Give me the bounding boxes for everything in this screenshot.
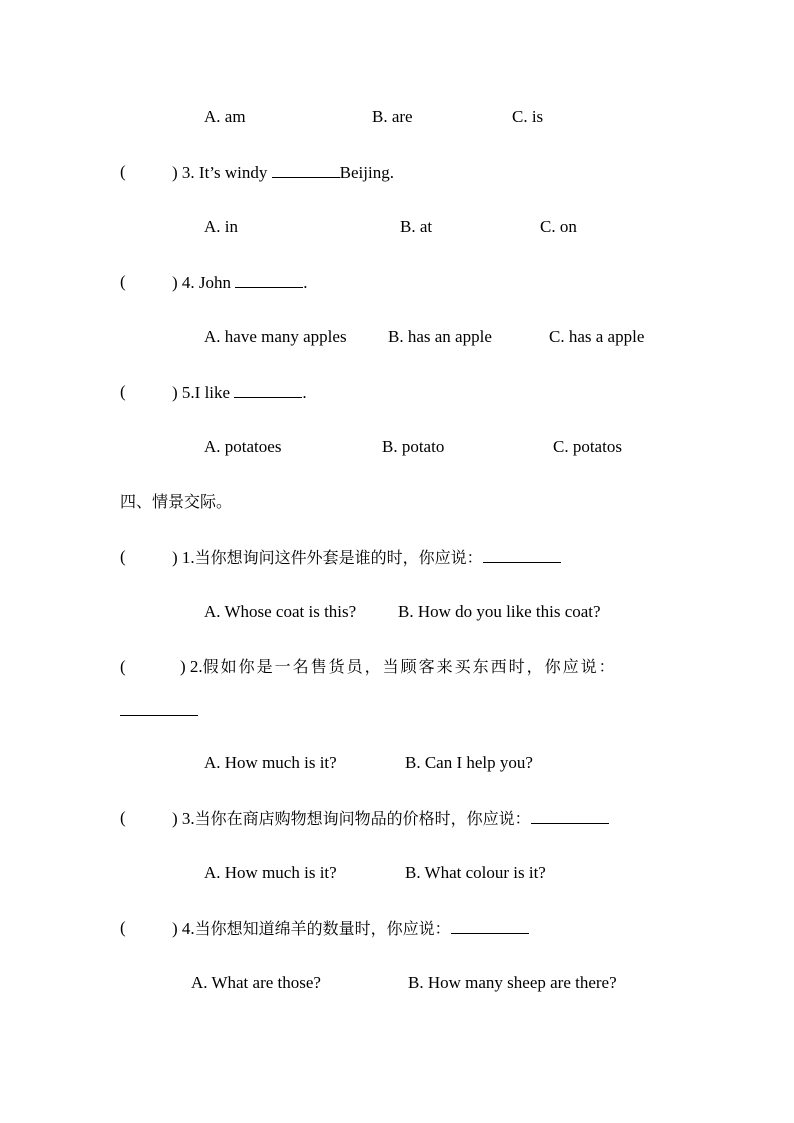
q5-paren-open: (	[120, 382, 126, 401]
s4q3-paren-close: )	[172, 809, 178, 828]
s4q2-answer-blank[interactable]	[120, 700, 198, 716]
q3-text-after: Beijing.	[339, 163, 394, 182]
q2-option-a: A. am	[204, 107, 246, 126]
q4-option-a: A. have many apples	[204, 327, 347, 346]
q5-number: 5.	[181, 383, 195, 402]
q3-option-b: B. at	[400, 217, 433, 236]
s4q1-prompt: 当你想询问这件外套是谁的时，你应说：	[194, 548, 483, 567]
s4q3-paren-open: (	[120, 808, 126, 827]
q4-text-after: .	[303, 273, 308, 292]
q3-question	[172, 162, 394, 183]
s4q4-prompt: 当你想知道绵羊的数量时，你应说：	[194, 919, 451, 938]
s4q4-number: 4.	[181, 919, 195, 938]
s4q1-number: 1.	[181, 548, 195, 567]
s4q4-question	[172, 918, 529, 939]
s4q3-answer-blank[interactable]	[531, 808, 609, 824]
s4q3-number: 3.	[181, 809, 195, 828]
section-4-title: 四、情景交际。	[120, 492, 233, 511]
q5-text-after: .	[302, 383, 307, 402]
s4q4-option-b: B. How many sheep are there?	[408, 973, 617, 992]
q5-option-a: A. potatoes	[204, 437, 282, 456]
q4-number: 4.	[181, 273, 195, 292]
s4q2-option-a: A. How much is it?	[204, 753, 337, 772]
s4q1-question	[172, 547, 561, 568]
s4q2-prompt: 假如你是一名售货员，当顾客来买东西时，你应说：	[202, 657, 617, 676]
q3-paren-close: )	[172, 163, 178, 182]
q5-text-before: I like	[194, 383, 235, 402]
s4q4-paren-open: (	[120, 918, 126, 937]
q5-paren-close: )	[172, 383, 178, 402]
s4q3-prompt: 当你在商店购物想询问物品的价格时，你应说：	[194, 809, 531, 828]
s4q4-paren-close: )	[172, 919, 178, 938]
q4-paren-open: (	[120, 272, 126, 291]
s4q2-option-b: B. Can I help you?	[405, 753, 533, 772]
s4q1-paren-close: )	[172, 548, 178, 567]
q4-question	[172, 272, 308, 293]
q2-option-b: B. are	[372, 107, 413, 126]
q5-option-b: B. potato	[382, 437, 445, 456]
s4q2-answer-line	[120, 700, 198, 721]
s4q1-option-b: B. How do you like this coat?	[398, 602, 601, 621]
s4q2-number: 2.	[189, 657, 203, 676]
s4q1-paren-open: (	[120, 547, 126, 566]
s4q4-answer-blank[interactable]	[451, 918, 529, 934]
s4q2-paren-close: )	[180, 657, 186, 676]
s4q1-option-a: A. Whose coat is this?	[204, 602, 357, 621]
q3-answer-blank[interactable]	[272, 162, 340, 178]
s4q4-option-a: A. What are those?	[191, 973, 321, 992]
q3-option-c: C. on	[540, 217, 577, 236]
q2-option-c: C. is	[512, 107, 544, 126]
q4-paren-close: )	[172, 273, 178, 292]
q4-answer-blank[interactable]	[235, 272, 303, 288]
s4q3-option-a: A. How much is it?	[204, 863, 337, 882]
s4q3-question	[172, 808, 609, 829]
q3-text-before: It’s windy	[198, 163, 272, 182]
q3-paren-open: (	[120, 162, 126, 181]
q4-text-before: John	[198, 273, 236, 292]
q3-number: 3.	[181, 163, 195, 182]
s4q1-answer-blank[interactable]	[483, 547, 561, 563]
q5-question	[172, 382, 307, 403]
q3-option-a: A. in	[204, 217, 238, 236]
q4-option-c: C. has a apple	[549, 327, 645, 346]
s4q2-paren-open: (	[120, 657, 126, 676]
q5-answer-blank[interactable]	[234, 382, 302, 398]
s4q3-option-b: B. What colour is it?	[405, 863, 546, 882]
q4-option-b: B. has an apple	[388, 327, 492, 346]
s4q2-question	[180, 657, 617, 677]
q5-option-c: C. potatos	[553, 437, 622, 456]
